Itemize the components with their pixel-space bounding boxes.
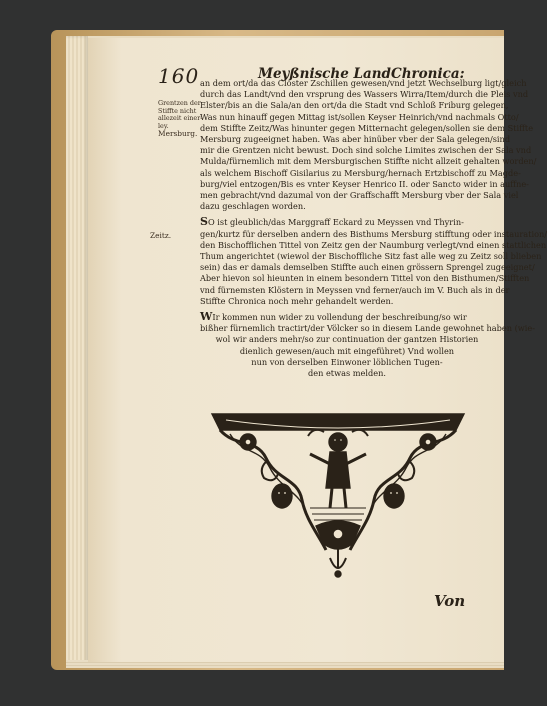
margin-note-grenzen: [158, 100, 202, 130]
text-line: an dem ort/da das Closter Zschillen gewesen/vnd jetzt Wechselburg ligt/gleich: [200, 78, 527, 88]
text-line: Mersburg zugeeignet haben. Was aber hinüber vber der Sala gelegen/sind: [200, 134, 511, 145]
margin-note-line: Grentzen der: [158, 99, 201, 107]
text-line: [200, 216, 494, 228]
text-line: Was nun hinauff gegen Mittag ist/sollen Keyser Heinrich/vnd nachmals Otto/: [200, 111, 519, 122]
margin-note-line: ley.: [158, 121, 169, 130]
margin-note-zeitz: [150, 232, 171, 240]
page-edges: [66, 36, 88, 666]
page-number: 160: [158, 64, 200, 88]
text-line: wol wir anders mehr/so zur continuation der gantzen Historien: [215, 334, 479, 345]
text-line: vnd fürnemsten Klöstern in Meyssen vnd ferner/auch im V. Buch als in der: [200, 284, 510, 295]
text-line: burg/viel entzogen/Bis es vnter Keyser Henrico II. oder Sancto wider in auffne-: [200, 178, 529, 189]
initial-letter: S: [200, 215, 208, 229]
text-line: dazu geschlagen worden.: [200, 201, 306, 212]
catchword: Von: [434, 592, 466, 610]
text-line: Thum angerichtet (wiewol der Bischoffliche Sitz fast alle weg zu Zeitz soll blieben: [200, 251, 542, 262]
text-line: nun von derselben Einwoner löblichen Tugen-: [251, 356, 443, 367]
text-line: men gebracht/vnd dazumal von der Graffschafft Mersburg vber der Sala viel: [200, 190, 519, 201]
body-text: [200, 78, 547, 379]
margin-note-line: Stiffte nicht: [158, 106, 197, 115]
text-line: bißher fürnemlich tractirt/der Völcker so in diesem Lande gewohnet haben (wie-: [200, 323, 536, 334]
text-line: Elster/bis an die Sala/an den ort/da die Stadt vnd Schloß Friburg gelegen,: [200, 100, 509, 111]
margin-note-line: allezeit einer-: [158, 114, 203, 123]
text-line-rest: Ir kommen nun wider zu vollendung der beschreibung/so wir: [212, 312, 467, 323]
margin-note-line: Mersburg.: [158, 129, 198, 138]
text-line: Aber hievon sol hieunten in einem besondern Tittel von den Bisthumen/Stifften: [200, 273, 530, 284]
running-head: Meyßnische LandChronica:: [258, 66, 465, 82]
text-line: als welchem Bischoff Gisilarius zu Mersburg/hernach Ertzbischoff zu Magde-: [200, 167, 521, 178]
text-line: dem Stiffte Zeitz/Was hinunter gegen Mitternacht gelegen/sollen sie dem Stiffte: [200, 122, 534, 133]
text-line: Mulda/fürnemlich mit dem Mersburgischen Stiffte nicht allzeit gehalten worden/: [200, 156, 537, 167]
text-line: gen/kurtz für derselben andern des Bisthums Mersburg stifftung oder instauration/: [200, 228, 547, 239]
woodcut-tailpiece-ornament: [206, 408, 470, 580]
paragraph-3: [200, 310, 536, 379]
initial-letter: W: [200, 310, 213, 324]
text-line: durch das Landt/vnd den vrsprung des Wassers Wirra/Item/durch die Pleis vnd: [200, 89, 529, 100]
paragraph-1: [200, 78, 537, 212]
text-line: den etwas melden.: [308, 368, 386, 379]
text-line: Stiffte Chronica noch mehr gehandelt werden.: [200, 295, 394, 306]
text-line: mir die Grentzen nicht bewust. Doch sind solche Limites zwischen der Sala vnd: [200, 145, 532, 156]
text-line: [200, 311, 494, 323]
paragraph-2: [200, 215, 547, 307]
margin-note-mersburg: [158, 130, 197, 138]
margin-note-line: Zeitz.: [150, 231, 172, 240]
text-line: sein) das er damals demselben Stiffte auch einen grössern Sprengel zugeeignet/: [200, 262, 535, 273]
text-line-rest: O ist gleublich/das Marggraff Eckard zu Meyssen vnd Thyrin-: [207, 217, 464, 228]
text-line: den Bischofflichen Tittel von Zeitz gen der Naumburg verlegt/vnd einen stattlichen: [200, 239, 547, 250]
text-line: dienlich gewesen/auch mit eingeführet) Vnd wollen: [239, 345, 455, 356]
